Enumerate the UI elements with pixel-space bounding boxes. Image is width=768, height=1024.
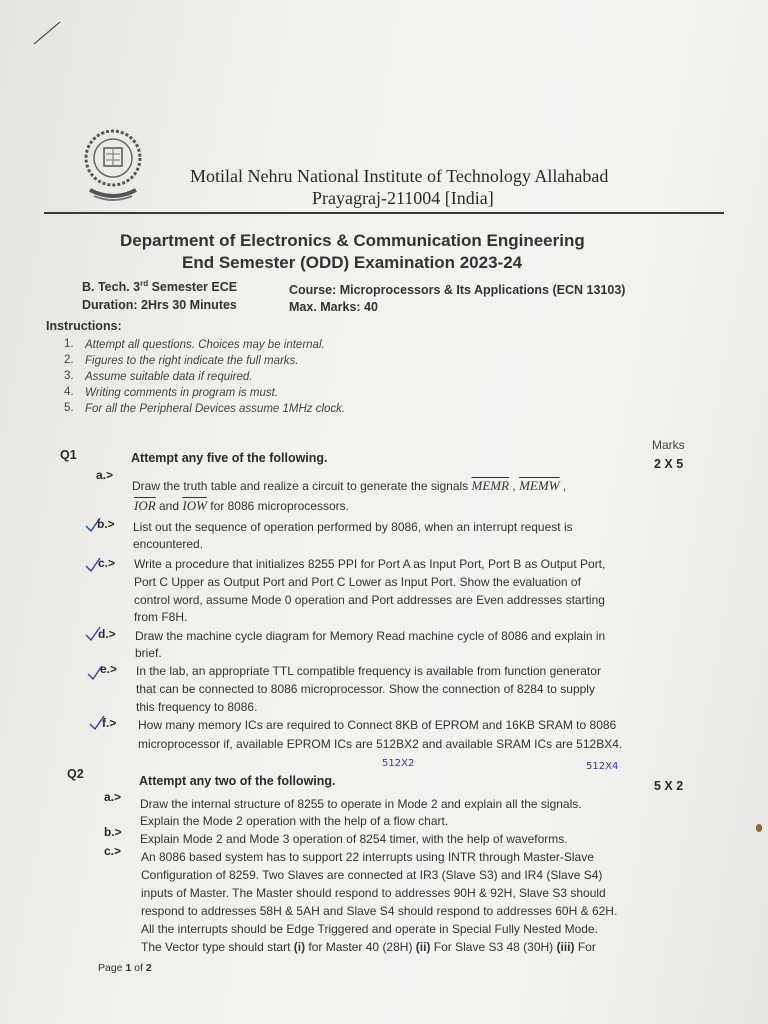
q1f-line: How many memory ICs are required to Connect 8KB of EPROM and 16KB SRAM to 8086 [138,718,617,732]
q1c-line: control word, assume Mode 0 operation and Port addresses are Even addresses starting [134,593,605,607]
handwritten-note: 512X2 [382,758,415,769]
q1e-line: this frequency to 8086. [136,700,258,714]
instruction-number: 4. [64,386,74,398]
instruction-item: Figures to the right indicate the full marks. [85,355,299,367]
course-info: Course: Microprocessors & Its Applications (ECN 13103) [289,283,626,297]
exam-title: End Semester (ODD) Examination 2023-24 [182,253,523,272]
department-title: Department of Electronics & Communication Engineering [120,231,585,250]
q1a-tag: a.> [96,468,114,482]
q2-heading: Attempt any two of the following. [139,774,336,788]
instruction-number: 5. [64,402,74,414]
pencil-mark-icon [30,18,64,48]
q1e-tag: e.> [100,662,118,676]
q1e-line: that can be connected to 8086 microprocessor. Show the connection of 8284 to supply [136,682,595,696]
q1c-line: Write a procedure that initializes 8255 PPI for Port A as Input Port, Port B as Output Port, [134,557,606,571]
header-divider [44,212,724,214]
q1d-line: brief. [135,646,162,660]
q2a-line: Draw the internal structure of 8255 to operate in Mode 2 and explain all the signals. [140,797,582,811]
handwritten-note: 512X4 [586,761,619,772]
q1e-line: In the lab, an appropriate TTL compatible frequency is available from function generator [136,664,601,678]
q1d-tag: d.> [98,627,116,641]
q1c-line: from F8H. [134,610,188,624]
program-info: B. Tech. 3rd Semester ECE [82,279,238,295]
q2c-line: inputs of Master. The Master should respond to addresses 90H & 92H, Slave S3 should [141,886,606,900]
q1f-tag: f.> [102,716,117,730]
q2c-line: Configuration of 8259. Two Slaves are connected at IR3 (Slave S3) and IR4 (Slave S4) [141,868,603,882]
q2c-line: All the interrupts should be Edge Triggered and operate in Special Fully Nested Mode. [141,922,598,936]
instruction-number: 2. [64,354,74,366]
instruction-item: Assume suitable data if required. [85,371,253,383]
max-marks-info: Max. Marks: 40 [289,300,378,314]
page-footer: Page 1 of 2 [98,962,152,974]
q1a-line1: Draw the truth table and realize a circuit to generate the signals MEMR , MEMW , [132,478,567,493]
q2a-line: Explain the Mode 2 operation with the help of a flow chart. [140,814,449,828]
instruction-item: Writing comments in program is must. [85,387,278,399]
institute-address: Prayagraj-211004 [India] [312,188,494,208]
institute-seal-icon [82,124,144,206]
q2b-line: Explain Mode 2 and Mode 3 operation of 8254 timer, with the help of waveforms. [140,832,568,846]
q1-heading: Attempt any five of the following. [131,451,328,465]
duration-info: Duration: 2Hrs 30 Minutes [82,298,237,312]
q1a-line2: $\overline{IOR}$ and $\overline{IOW}$ for 8086 microprocessors. [134,498,349,513]
q2a-tag: a.> [104,790,122,804]
instruction-number: 1. [64,338,74,350]
instructions-heading: Instructions: [46,319,122,333]
q1b-line: encountered. [133,537,204,551]
q2c-line: respond to addresses 58H & 5AH and Slave S4 should respond to addresses 60H & 62H. [141,904,618,918]
q2c-line-last: The Vector type should start (i) for Master 40 (28H) (ii) For Slave S3 48 (30H) (iii) For [141,940,596,954]
q1b-line: List out the sequence of operation performed by 8086, when an interrupt request is [133,520,573,534]
instruction-item: Attempt all questions. Choices may be internal. [85,339,325,351]
instruction-item: For all the Peripheral Devices assume 1MHz clock. [85,403,346,415]
q2-marks: 5 X 2 [654,779,684,793]
q1-marks: 2 X 5 [654,457,684,471]
q2c-line: An 8086 based system has to support 22 interrupts using INTR through Master-Slave [141,850,594,864]
marks-column-label: Marks [652,438,685,452]
q1b-tag: b.> [97,517,115,531]
q1c-line: Port C Upper as Output Port and Port C Lower as Input Port. Show the evaluation of [134,575,581,589]
institute-name: Motilal Nehru National Institute of Technology Allahabad [190,166,609,186]
q2c-tag: c.> [104,844,122,858]
q1c-tag: c.> [98,556,116,570]
q1d-line: Draw the machine cycle diagram for Memory Read machine cycle of 8086 and explain in [135,629,606,643]
paper-mark [756,824,762,832]
q1f-line: microprocessor if, available EPROM ICs are 512BX2 and available SRAM ICs are 512BX4. [138,737,623,751]
instruction-number: 3. [64,370,74,382]
q1-label: Q1 [60,448,77,462]
q2b-tag: b.> [104,825,122,839]
q2-label: Q2 [67,767,84,781]
